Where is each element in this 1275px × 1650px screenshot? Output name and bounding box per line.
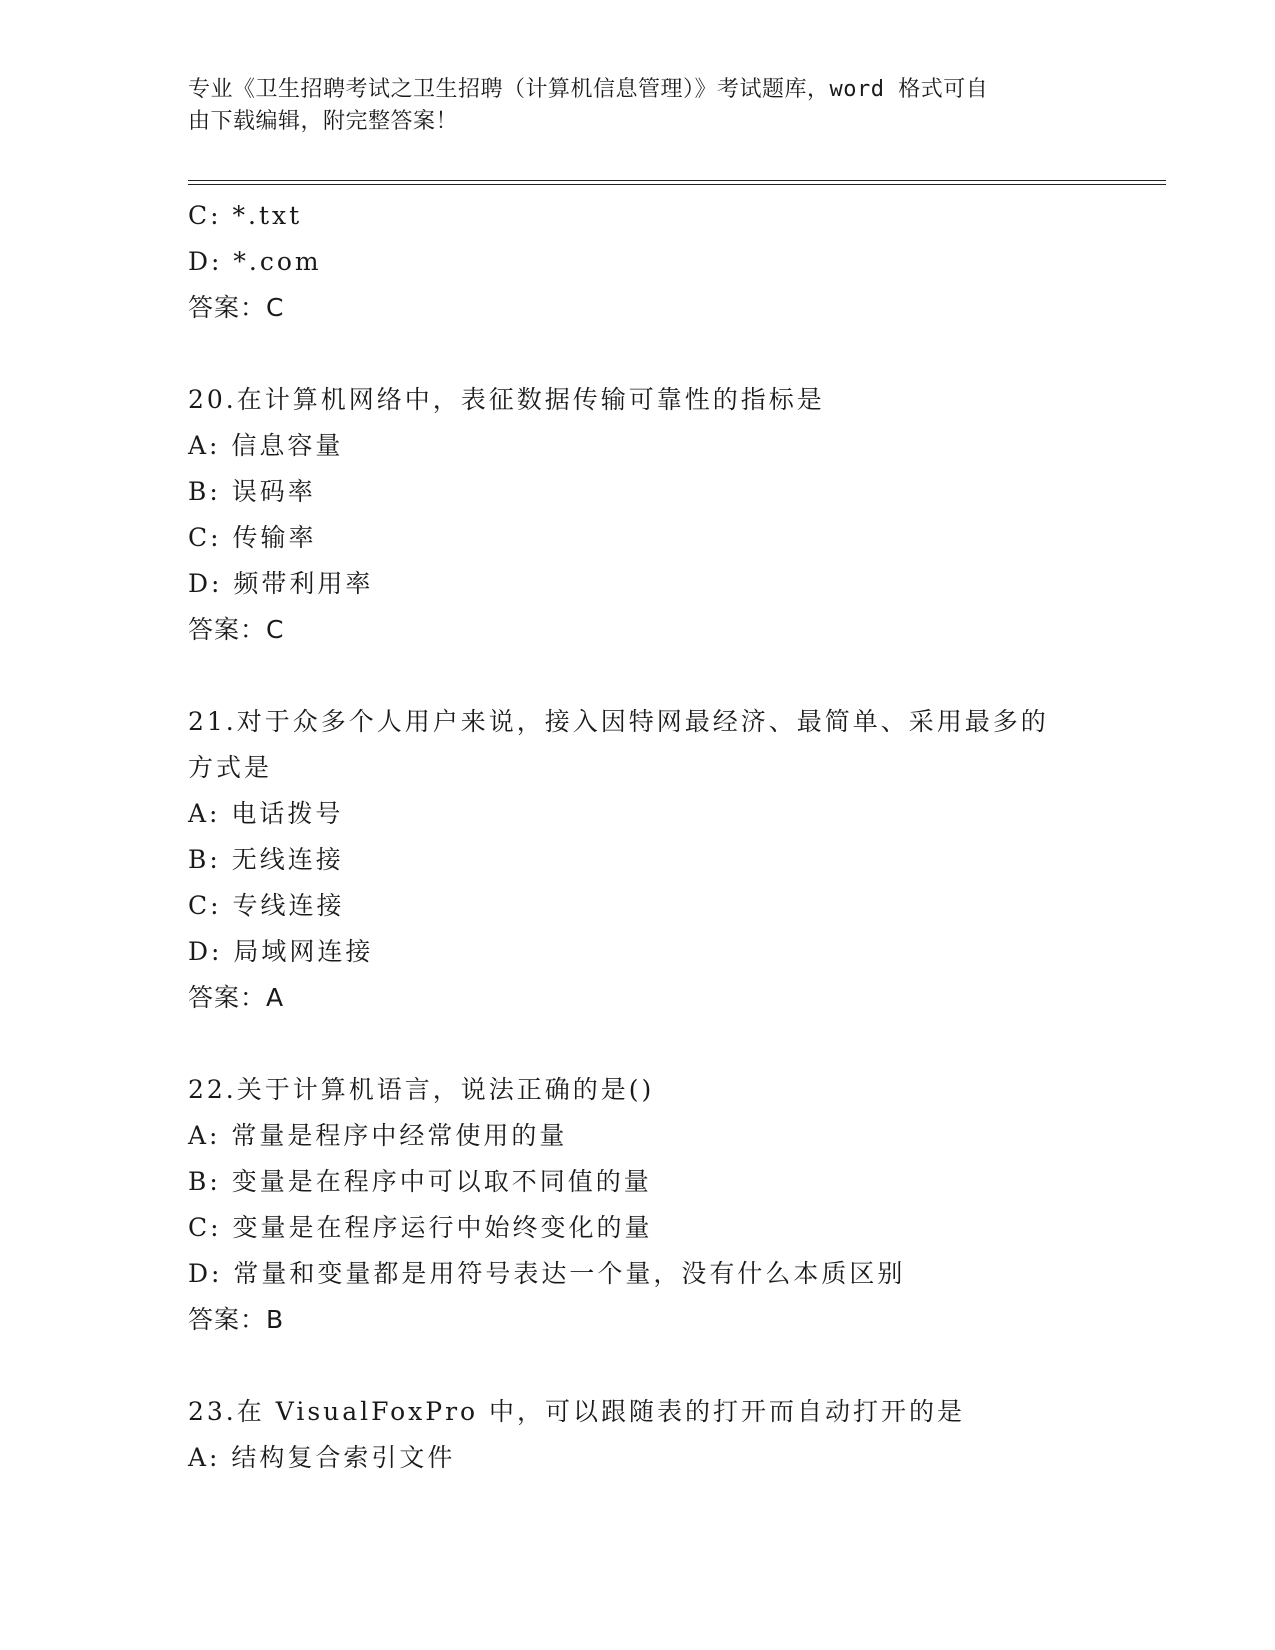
option-d: D: 频带利用率 (188, 569, 374, 598)
option-a: A: 结构复合索引文件 (188, 1443, 456, 1472)
question-21 (188, 699, 1148, 1021)
header-line-2: 由下载编辑，附完整答案！ (188, 109, 459, 134)
spacer (188, 1343, 1148, 1389)
option-a: A: 常量是程序中经常使用的量 (188, 1121, 568, 1150)
option-b: B: 误码率 (188, 477, 316, 506)
question-stem: 22.关于计算机语言，说法正确的是() (188, 1075, 655, 1104)
spacer (188, 653, 1148, 699)
option-d: D: 局域网连接 (188, 937, 374, 966)
question-23 (188, 1389, 1148, 1481)
option-c: C: 专线连接 (188, 891, 345, 920)
option-c: C: *.txt (188, 201, 303, 230)
document-header (188, 74, 1068, 138)
question-stem-line-2: 方式是 (188, 753, 273, 782)
answer-line: 答案：A (188, 983, 285, 1012)
spacer (188, 331, 1148, 377)
header-divider (188, 180, 1166, 185)
question-stem-line-1: 21.对于众多个人用户来说，接入因特网最经济、最简单、采用最多的 (188, 707, 1049, 736)
option-b: B: 变量是在程序中可以取不同值的量 (188, 1167, 652, 1196)
answer-line: 答案：C (188, 293, 285, 322)
option-d: D: 常量和变量都是用符号表达一个量，没有什么本质区别 (188, 1259, 906, 1288)
question-list (188, 193, 1148, 1481)
answer-line: 答案：C (188, 615, 285, 644)
question-stem: 20.在计算机网络中，表征数据传输可靠性的指标是 (188, 385, 825, 414)
option-c: C: 传输率 (188, 523, 317, 552)
option-c: C: 变量是在程序运行中始终变化的量 (188, 1213, 653, 1242)
option-d: D: *.com (188, 247, 322, 276)
option-a: A: 电话拨号 (188, 799, 344, 828)
question-22 (188, 1067, 1148, 1343)
option-a: A: 信息容量 (188, 431, 344, 460)
question-20 (188, 377, 1148, 653)
option-b: B: 无线连接 (188, 845, 344, 874)
header-line-1: 专业《卫生招聘考试之卫生招聘（计算机信息管理）》考试题库，word 格式可自 (188, 77, 989, 102)
question-stem: 23.在 VisualFoxPro 中，可以跟随表的打开而自动打开的是 (188, 1397, 966, 1426)
answer-line: 答案：B (188, 1305, 285, 1334)
spacer (188, 1021, 1148, 1067)
